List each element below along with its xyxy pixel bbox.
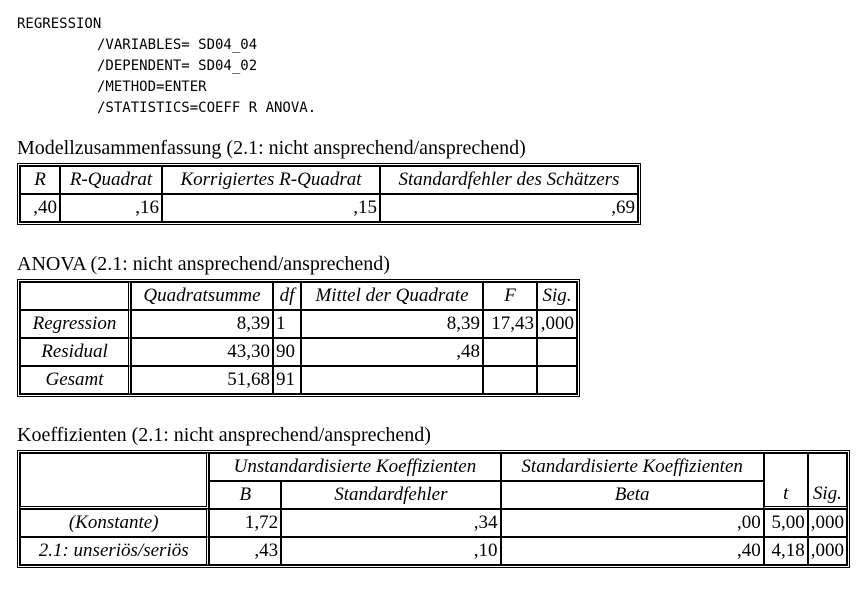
cell: ,000 — [808, 537, 847, 565]
cell — [483, 366, 537, 394]
cell-std-error: ,69 — [380, 194, 638, 222]
syntax-block — [17, 14, 316, 119]
cell: ,10 — [281, 537, 500, 565]
cell: ,00 — [501, 509, 764, 537]
table-row — [20, 537, 847, 565]
coefficients-caption: Koeffizienten (2.1: nicht ansprechend/ansprechend) — [17, 424, 431, 446]
header-cell: R — [20, 166, 60, 194]
cell — [483, 338, 537, 366]
table-row — [20, 366, 577, 394]
cell: 51,68 — [131, 366, 273, 394]
row-label: Residual — [20, 338, 131, 366]
header-cell: df — [273, 282, 301, 310]
header-cell-empty — [20, 453, 209, 509]
table-header-row — [20, 282, 577, 310]
table-header-row — [20, 453, 847, 481]
row-label: Gesamt — [20, 366, 131, 394]
cell: 43,30 — [131, 338, 273, 366]
model-summary-table — [17, 163, 641, 225]
coefficients-table — [17, 450, 850, 568]
cell: 1 — [273, 310, 301, 338]
table-row — [20, 194, 638, 222]
cell: 90 — [273, 338, 301, 366]
row-label: 2.1: unseriös/seriös — [20, 537, 209, 565]
header-group-standardized: Standardisierte Koeffizienten — [501, 453, 764, 481]
header-cell — [20, 282, 131, 310]
header-cell: t — [764, 453, 808, 509]
header-cell: Quadratsumme — [131, 282, 273, 310]
table-row — [20, 509, 847, 537]
cell-r-squared: ,16 — [60, 194, 162, 222]
header-cell: Sig. — [537, 282, 577, 310]
anova-caption: ANOVA (2.1: nicht ansprechend/ansprechend) — [17, 253, 390, 275]
cell — [537, 338, 577, 366]
table-row — [20, 310, 577, 338]
model-summary-caption: Modellzusammenfassung (2.1: nicht ansprechend/ansprechend) — [17, 137, 526, 159]
cell: 8,39 — [131, 310, 273, 338]
cell: 4,18 — [764, 537, 808, 565]
syntax-line: REGRESSION — [17, 16, 102, 32]
header-group-unstandardized: Unstandardisierte Koeffizienten — [209, 453, 500, 481]
table-row — [20, 338, 577, 366]
row-label: (Konstante) — [20, 509, 209, 537]
cell-adj-r-squared: ,15 — [162, 194, 380, 222]
cell: ,34 — [281, 509, 500, 537]
cell: ,48 — [301, 338, 483, 366]
syntax-line: /STATISTICS=COEFF R ANOVA. — [97, 100, 317, 116]
syntax-line: /DEPENDENT= SD04_02 — [97, 58, 258, 74]
cell — [301, 366, 483, 394]
cell — [537, 366, 577, 394]
cell: 8,39 — [301, 310, 483, 338]
cell-r: ,40 — [20, 194, 60, 222]
header-cell: R-Quadrat — [60, 166, 162, 194]
header-cell: Sig. — [808, 453, 847, 509]
header-cell: Standardfehler — [281, 481, 500, 509]
cell: ,40 — [501, 537, 764, 565]
header-cell: Korrigiertes R-Quadrat — [162, 166, 380, 194]
cell: ,000 — [808, 509, 847, 537]
cell: 17,43 — [483, 310, 537, 338]
header-cell: B — [209, 481, 281, 509]
table-header-row — [20, 166, 638, 194]
cell: 5,00 — [764, 509, 808, 537]
cell: ,000 — [537, 310, 577, 338]
cell: ,43 — [209, 537, 281, 565]
header-cell: Beta — [501, 481, 764, 509]
header-cell: Standardfehler des Schätzers — [380, 166, 638, 194]
anova-table — [17, 279, 580, 397]
row-label: Regression — [20, 310, 131, 338]
syntax-line: /METHOD=ENTER — [97, 79, 207, 95]
cell: 1,72 — [209, 509, 281, 537]
header-cell: Mittel der Quadrate — [301, 282, 483, 310]
cell: 91 — [273, 366, 301, 394]
syntax-line: /VARIABLES= SD04_04 — [97, 37, 258, 53]
header-cell: F — [483, 282, 537, 310]
